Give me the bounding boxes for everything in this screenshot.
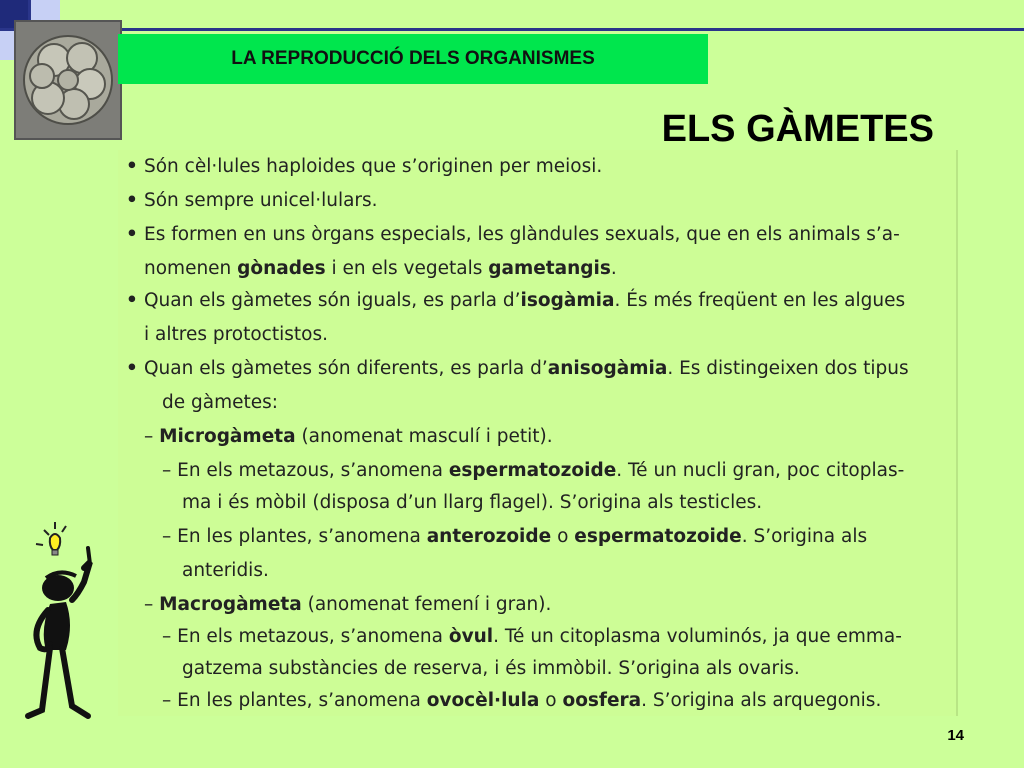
bullet-line-2: • Són sempre unicel·lulars. (126, 190, 378, 211)
text-line-15: – En els metazous, s’anomena òvul. Té un citoplasma voluminós, ja que emma- (162, 626, 902, 647)
text-line-14: – Macrogàmeta (anomenat femení i gran). (144, 594, 552, 615)
bullet-marker: • (126, 156, 138, 177)
text-line-10: – En els metazous, s’anomena espermatozoide. Té un nucli gran, poc citoplas- (162, 460, 905, 481)
bullet-marker: • (126, 358, 138, 379)
embryo-cells-image (14, 20, 122, 140)
text-line-9: – Microgàmeta (anomenat masculí i petit). (144, 426, 553, 447)
text-line-12: – En les plantes, s’anomena anterozoide o espermatozoide. S’origina als (162, 526, 868, 547)
text-panel (118, 150, 958, 716)
bullet-line-3: • Es formen en uns òrgans especials, les glàndules sexuals, que en els animals s’a- (126, 224, 900, 245)
text-line-6: i altres protoctistos. (144, 324, 328, 345)
text-line-16: gatzema substàncies de reserva, i és immòbil. S’origina als ovaris. (182, 658, 800, 679)
bullet-marker: • (126, 290, 138, 311)
decorative-horizontal-line (0, 28, 1024, 31)
slide-title: ELS GÀMETES (661, 108, 934, 150)
bullet-line-7: • Quan els gàmetes són diferents, es parla d’anisogàmia. Es distingeixen dos tipus (126, 358, 909, 379)
bullet-line-1: • Són cèl·lules haploides que s’originen per meiosi. (126, 156, 603, 177)
text-line-4: nomenen gònades i en els vegetals gametangis. (144, 258, 617, 279)
thinking-figure-icon (20, 520, 110, 735)
header-title: LA REPRODUCCIÓ DELS ORGANISMES (231, 48, 595, 69)
text-line-13: anteridis. (182, 560, 269, 581)
bullet-line-5: • Quan els gàmetes són iguals, es parla d’isogàmia. És més freqüent en les algues (126, 290, 906, 311)
page-number: 14 (947, 727, 964, 744)
text-line-11: ma i és mòbil (disposa d’un llarg flagel). S’origina als testicles. (182, 492, 763, 513)
header-bar (118, 34, 708, 84)
text-line-8: de gàmetes: (162, 392, 278, 413)
text-line-17: – En les plantes, s’anomena ovocèl·lula o oosfera. S’origina als arquegonis. (162, 690, 882, 711)
bullet-marker: • (126, 190, 138, 211)
bullet-marker: • (126, 224, 138, 245)
